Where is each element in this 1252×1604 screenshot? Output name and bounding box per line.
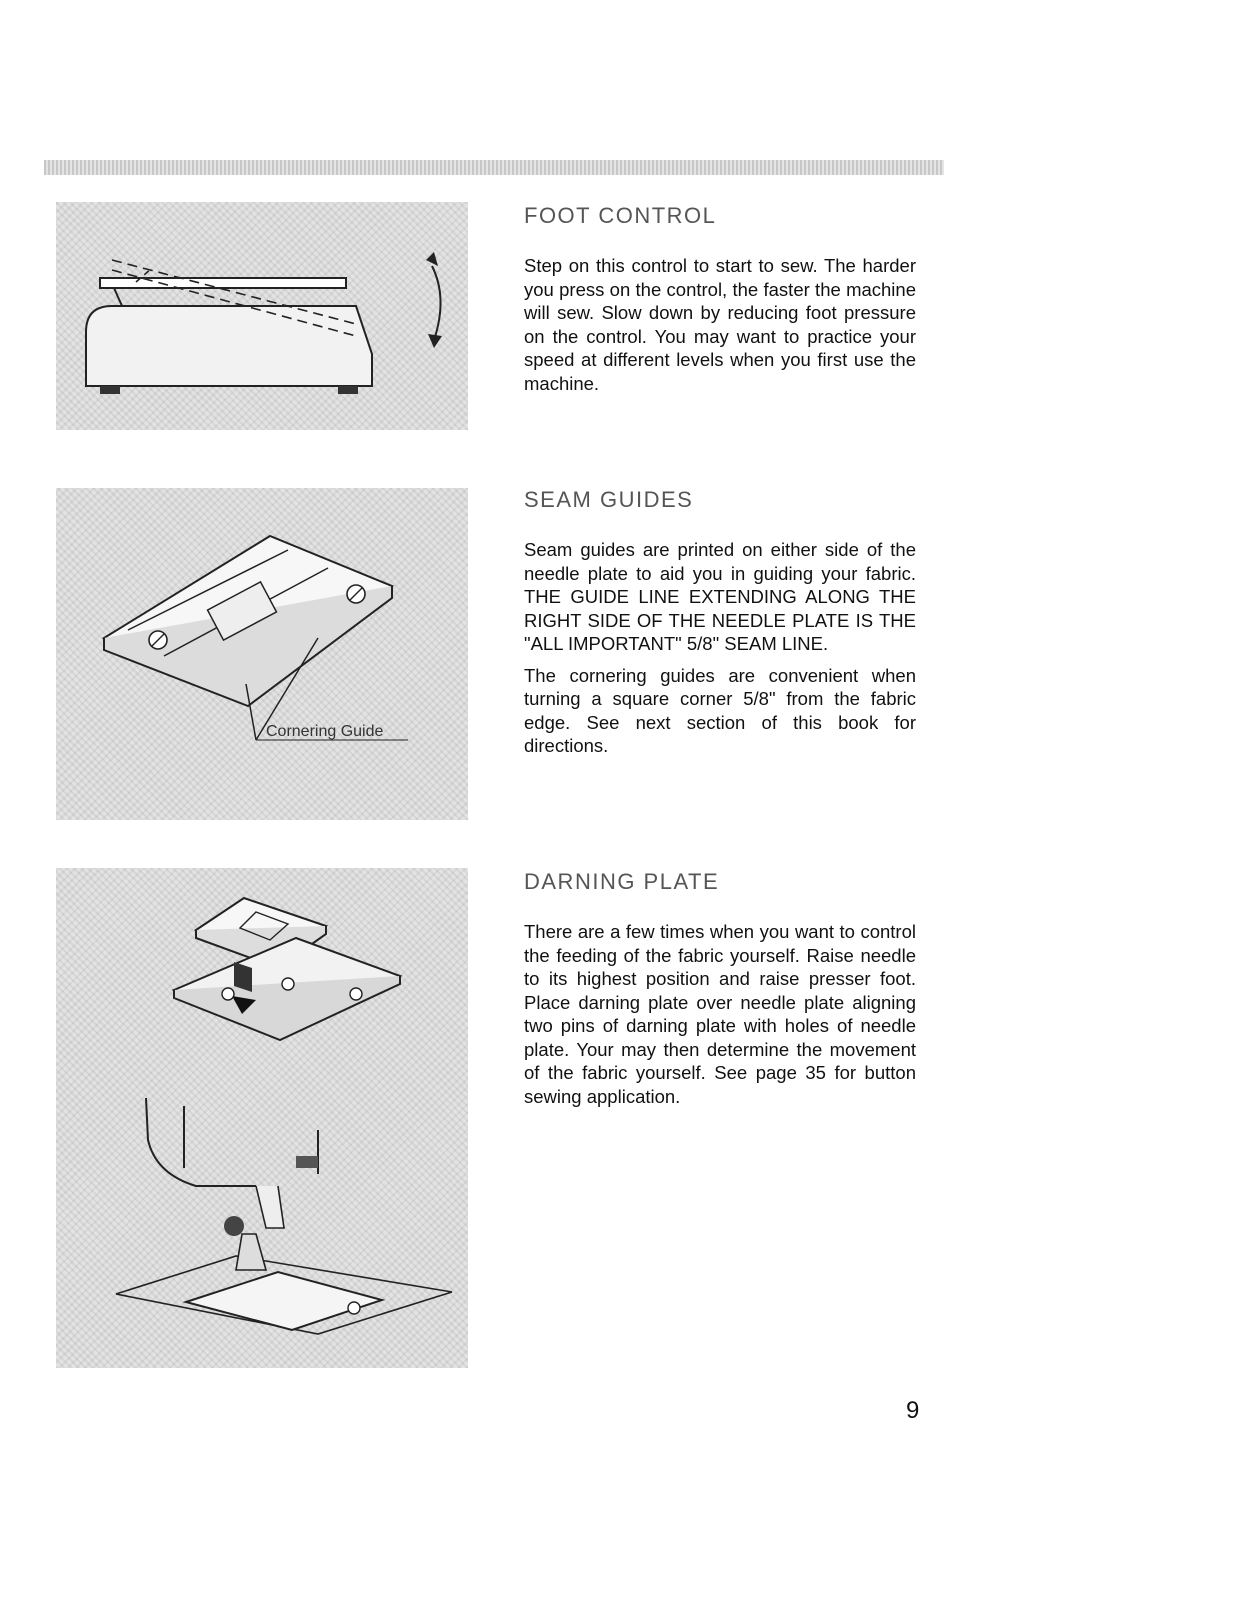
darning-plate-paragraph: There are a few times when you want to control the feeding of the fabric yourself. Raise needle to its highest position and raise presser foot. Place darning plate over needle plate aligning two pins of darning plate with holes of needle plate. Your may then determine the movement of the fabric yourself. See page 35 for button sewing application. xyxy=(524,921,916,1107)
darning-plate-drawing xyxy=(56,868,468,1368)
header-rule xyxy=(44,160,944,175)
darning-plate-illustration xyxy=(56,868,468,1368)
seam-guides-heading: SEAM GUIDES xyxy=(524,487,694,512)
foot-control-heading: FOOT CONTROL xyxy=(524,203,717,228)
seam-guides-paragraph-1: Seam guides are printed on either side of the needle plate to aid you in guiding your fabric. THE GUIDE LINE EXTENDING ALONG THE RIGHT SIDE OF THE NEEDLE PLATE IS THE "ALL IMPORTANT" 5/8" SEAM LINE. xyxy=(524,539,916,654)
foot-control-section xyxy=(524,204,916,395)
foot-control-paragraph: Step on this control to start to sew. The harder you press on the control, the faster the machine will sew. Slow down by reducing foot pressure on the control. You may want to practice your speed at different levels when you first use the machine. xyxy=(524,255,916,394)
needle-plate-drawing xyxy=(56,488,468,820)
darning-plate-section xyxy=(524,870,916,1108)
seam-guides-paragraph-2: The cornering guides are convenient when turning a square corner 5/8" from the fabric edge. See next section of this book for directions. xyxy=(524,664,916,756)
foot-pedal-drawing xyxy=(56,202,468,430)
foot-control-illustration xyxy=(56,202,468,430)
page-number: 9 xyxy=(906,1397,920,1424)
darning-plate-heading: DARNING PLATE xyxy=(524,869,720,894)
seam-guides-section xyxy=(524,488,916,758)
seam-guides-illustration xyxy=(56,488,468,820)
cornering-guide-label: Cornering Guide xyxy=(266,723,384,740)
